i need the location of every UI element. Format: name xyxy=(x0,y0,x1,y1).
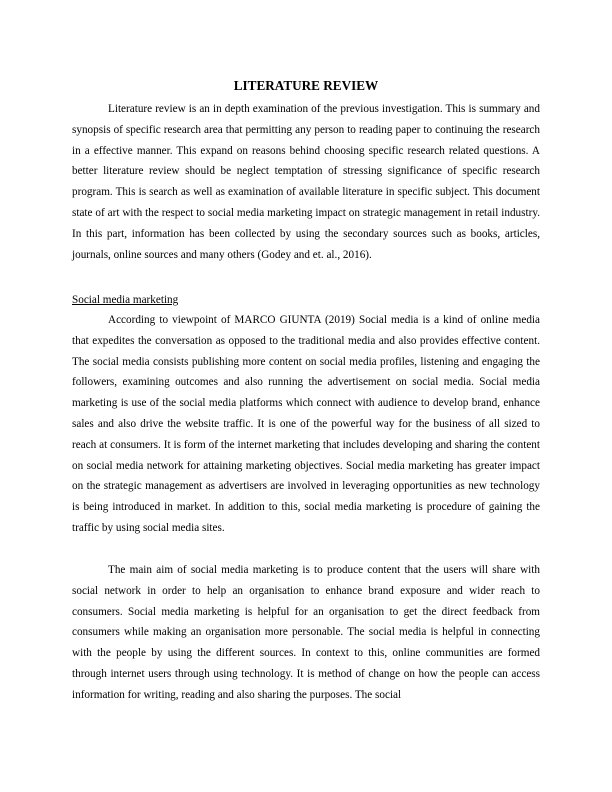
intro-paragraph: Literature review is an in depth examination of the previous investigation. This is summary and synopsis of specific research area that permitting any person to reading paper to continuing the research in a effective manner. This expand on reasons behind choosing specific research related questions. A better literature review should be neglect temptation of stressing significance of specific research program. This is search as well as examination of available literature in specific subject. This document state of art with the respect to social media marketing impact on strategic management in retail industry. In this part, information has been collected by using the secondary sources such as books, articles, journals, online sources and many others (Godey and et. al., 2016). xyxy=(72,103,540,261)
page-title: LITERATURE REVIEW xyxy=(233,78,379,93)
body-paragraph-2: The main aim of social media marketing is to produce content that the users will share with social network in order to help an organisation to enhance brand exposure and wider reach to consumers. Social media marketing is helpful for an organisation to get the direct feedback from consumers while making an organisation more personable. The social media is helpful in connecting with the people by using the different sources. In context to this, online communities are formed through internet users through using technology. It is method of change on how the people can access information for writing, reading and also sharing the purposes. The social xyxy=(72,564,540,701)
body-paragraph-1: According to viewpoint of MARCO GIUNTA (2019) Social media is a kind of online media that expedites the conversation as opposed to the traditional media and also provides effective content. The social media consists publishing more content on social media profiles, listening and engaging the followers, examining outcomes and also running the advertisement on social media. Social media marketing is use of the social media platforms which connect with audience to develop brand, enhance sales and also drive the website traffic. It is one of the powerful way for the business of all sized to reach at consumers. It is form of the internet marketing that includes developing and sharing the content on social media network for attaining marketing objectives. Social media marketing has greater impact on the strategic management as advertisers are involved in leveraging opportunities as new technology is being introduced in market. In addition to this, social media marketing is procedure of gaining the traffic by using social media sites. xyxy=(72,314,540,534)
section-heading: Social media marketing xyxy=(72,294,179,306)
